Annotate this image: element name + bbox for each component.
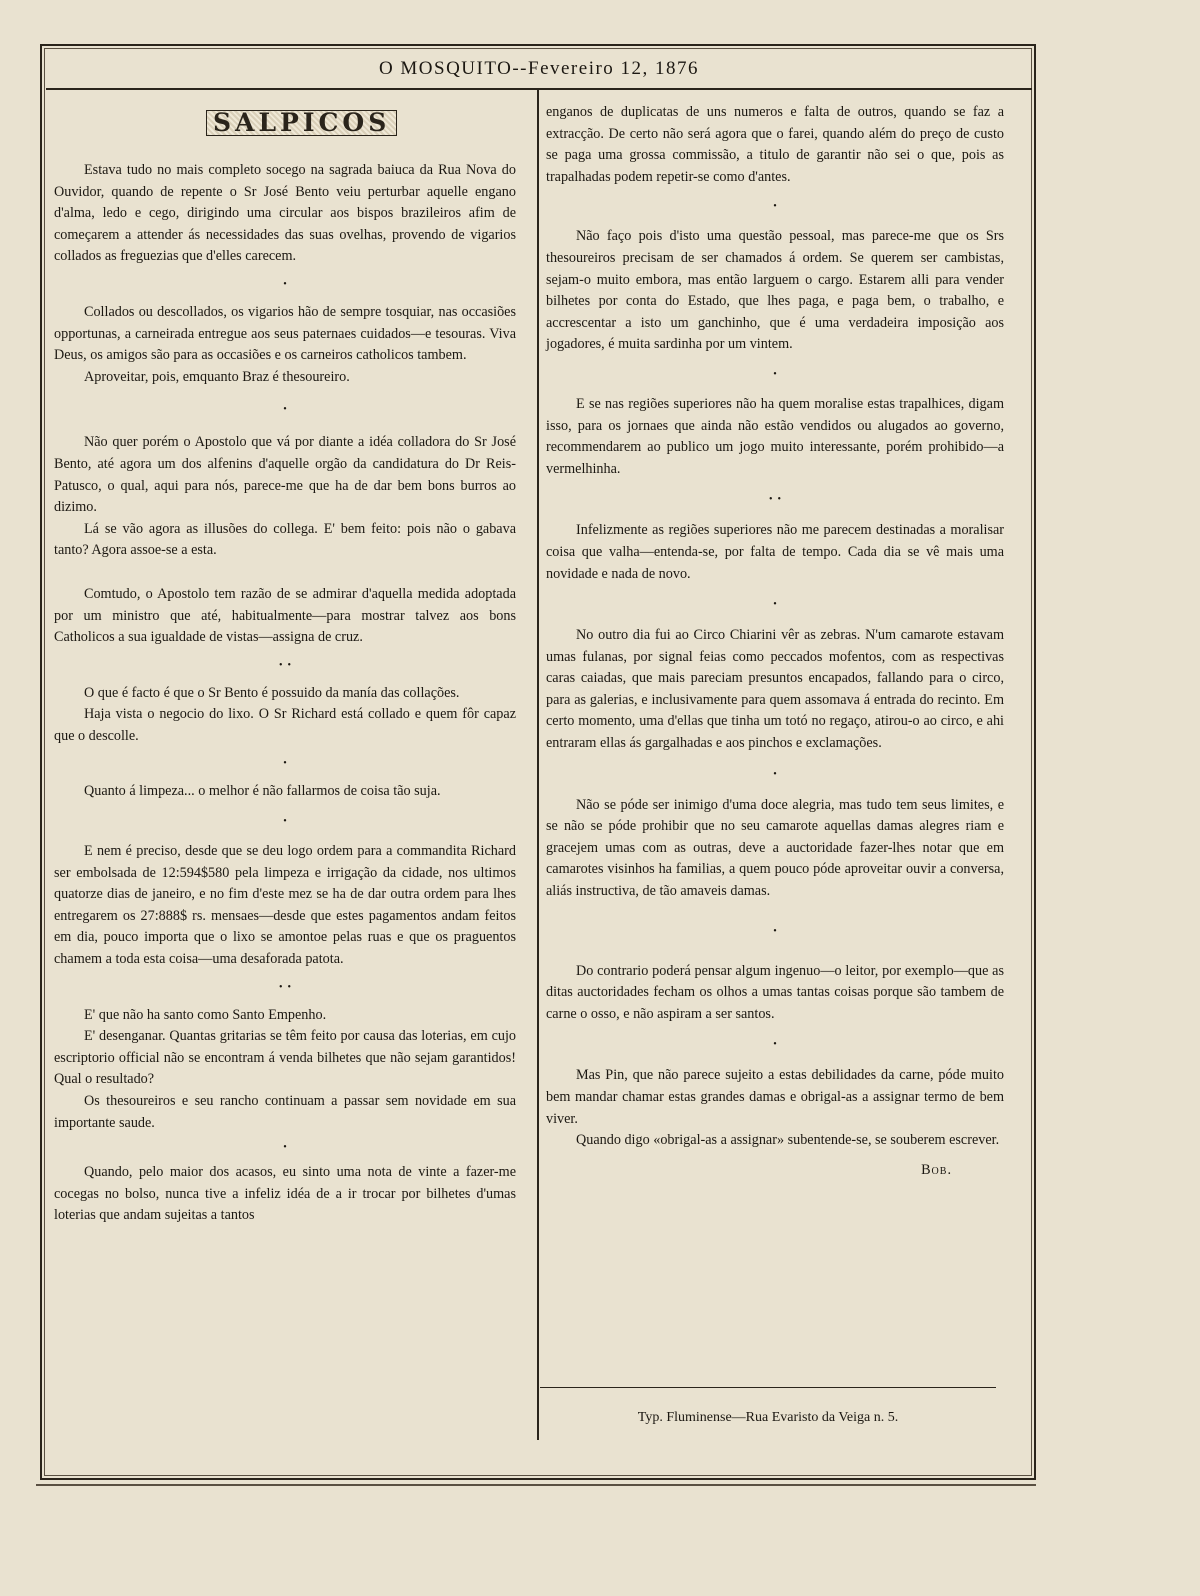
separator-dot: • [773, 925, 777, 937]
paragraph: Os thesoureiros e seu rancho continuam a passar sem novidade em sua importante saude. [54, 1093, 516, 1131]
separator-dot: • [773, 368, 777, 380]
paragraph: Não faço pois d'isto uma questão pessoal, mas parece-me que os Srs thesoureiros precisam de ser chamados á ordem. Se querem ser cambistas, sejam-o muito embora, mas então larguem o cargo. Estarem alli para vender bilhetes por conta do Estado, que lhes paga, e paga bem, o trabalho, e accrescentar a isto um ganchinho, que é uma verdadeira imposição aos jogadores, é muita sardinha por um vintem. [546, 228, 1004, 353]
paragraph: E' que não ha santo como Santo Empenho. [84, 1006, 327, 1023]
paragraph: No outro dia fui ao Circo Chiarini vêr as zebras. N'um camarote estavam umas fulanas, por signal feias como peccados mofentos, com as respectivas caras caiadas, que mais pareciam presuntos encapados, fallando para o circo, para as galerias, e inclusivamente para quem assomava á entrada do recinto. Em certo momento, uma d'ellas que tinha um totó no regaço, atirou-o ao circo, e ahi entraram ellas ás gargalhadas e aos pinchos e exclamações. [546, 627, 1004, 752]
separator-triple-dot: • • [768, 494, 781, 506]
paragraph: E se nas regiões superiores não ha quem moralise estas trapalhices, digam isso, para os jornaes que ainda não estão vendidos ou alugados ao governo, recommendarem ao publico um jogo muito interessante, porém prohibido—a vermelhinha. [546, 395, 1004, 477]
paragraph: Quando digo «obrigal-as a assignar» subentende-se, se souberem escrever. [576, 1132, 1000, 1149]
paragraph: Não quer porém o Apostolo que vá por diante a idéa colladora do Sr José Bento, até agora um dos alfenins d'aquelle orgão da candidatura do Dr Reis-Patusco, o qual, aqui para nós, parece-me que ha de dar bem bons burros ao dizimo. [54, 434, 516, 516]
paragraph: Lá se vão agora as illusões do collega. E' bem feito: pois não o gabava tanto? Agora assoe-se a esta. [54, 520, 516, 559]
separator-dot: • [773, 768, 777, 780]
paragraph: enganos de duplicatas de uns numeros e falta de outros, quando se faz a extracção. De certo não será agora que o farei, quando além do preço de custo se paga uma grossa commissão, a titulo de garantir não sei o que, pois as trapalhadas podem repetir-se como d'antes. [546, 104, 1004, 185]
separator-dot: • [283, 758, 287, 770]
column-divider [537, 90, 539, 1440]
masthead [46, 50, 1032, 90]
paragraph: Aproveitar, pois, emquanto Braz é thesoureiro. [84, 368, 350, 385]
left-column [54, 96, 516, 1227]
footer-divider [540, 1387, 996, 1388]
masthead-title: O MOSQUITO--Fevereiro 12, 1876 [378, 58, 700, 79]
separator-dot: • [773, 1039, 777, 1051]
separator-triple-dot: • • [278, 981, 291, 993]
separator-dot: • [283, 404, 287, 416]
separator-dot: • [283, 1142, 287, 1154]
paragraph: E' desenganar. Quantas gritarias se têm feito por causa das loterias, em cujo escriptorio official não se encontram á venda bilhetes que não sejam garantidos! Qual o resultado? [54, 1028, 516, 1088]
section-title: SALPICOS [206, 110, 397, 136]
paragraph: Não se póde ser inimigo d'uma doce alegria, mas tudo tem seus limites, e se não se póde prohibir que no seu camarote aquellas damas alegres riam e gracejem umas com as outras, deve a auctoridade fazer-lhes notar que em camarotes visinhos ha familias, a quem pouco póde aproveitar ouvir a conversa, aliás instructiva, de tão amaveis damas. [546, 796, 1004, 900]
paragraph: Infelizmente as regiões superiores não me parecem destinadas a moralisar coisa que valha—entenda-se, por falta de tempo. Cada dia se vê mais uma novidade e nada de novo. [546, 522, 1004, 582]
right-column [546, 102, 1004, 1181]
paragraph: Quanto á limpeza... o melhor é não fallarmos de coisa tão suja. [84, 783, 441, 800]
paragraph: E nem é preciso, desde que se deu logo ordem para a commandita Richard ser embolsada de 12:594$580 pela limpeza e irrigação da cidade, nos ultimos quatorze dias de janeiro, e no fim d'este mez se ha de dar outra ordem para lhes entregarem os 27:888$ rs. mensaes—desde que estes pagamentos andam feitos em dia, pouco importa que o lixo se amontoe pelas ruas e que os praguentos chamem a toda esta coisa—uma desaforada patota. [54, 843, 516, 968]
separator-dot: • [773, 599, 777, 611]
paragraph: Mas Pin, que não parece sujeito a estas debilidades da carne, póde muito bem mandar chamar estas grandes damas e obrigal-as a assignar termo de bem viver. [546, 1067, 1004, 1127]
paragraph: Comtudo, o Apostolo tem razão de se admirar d'aquella medida adoptada por um ministro que até, habitualmente—para mostrar talvez aos bons Catholicos a sua igualdade de vistas—assigna de cruz. [54, 585, 516, 646]
bottom-border [36, 1484, 1036, 1486]
section-title-box [54, 96, 516, 150]
paragraph: Quando, pelo maior dos acasos, eu sinto uma nota de vinte a fazer-me cocegas no bolso, nunca tive a infeliz idéa de a ir trocar por bilhetes d'umas loterias que andam sujeitas a tantos [54, 1164, 516, 1224]
separator-dot: • [283, 816, 287, 828]
separator-dot: • [773, 201, 777, 213]
separator-dot: • [283, 278, 287, 290]
printer-imprint: Typ. Fluminense—Rua Evaristo da Veiga n. 5. [637, 1410, 899, 1425]
paragraph: Collados ou descollados, os vigarios hão de sempre tosquiar, nas occasiões opportunas, a carneirada entregue aos seus paternaes cuidados—e tesouras. Viva Deus, os amigos são para as occasiões e os carneiros catholicos tambem. [54, 303, 516, 364]
paragraph: Estava tudo no mais completo socego na sagrada baiuca da Rua Nova do Ouvidor, quando de repente o Sr José Bento veiu perturbar aquelle engano d'alma, ledo e cego, dirigindo uma circular aos bispos brazileiros afim de começarem a attender ás necessidades das suas ovelhas, provendo de vigarios collados as freguezias que d'elles carecem. [54, 162, 516, 265]
separator-triple-dot: • • [278, 659, 291, 671]
spacer [54, 562, 516, 584]
signature: Bob. [921, 1161, 952, 1178]
paragraph: Do contrario poderá pensar algum ingenuo—o leitor, por exemplo—que as ditas auctoridades fecham os olhos a umas tantas coisas porque são tambem de carne o osso, e não aspiram a ser santos. [546, 962, 1004, 1022]
paragraph: O que é facto é que o Sr Bento é possuido da manía das collações. [84, 684, 460, 701]
paragraph: Haja vista o negocio do lixo. O Sr Richard está collado e quem fôr capaz que o descolle. [54, 706, 516, 744]
